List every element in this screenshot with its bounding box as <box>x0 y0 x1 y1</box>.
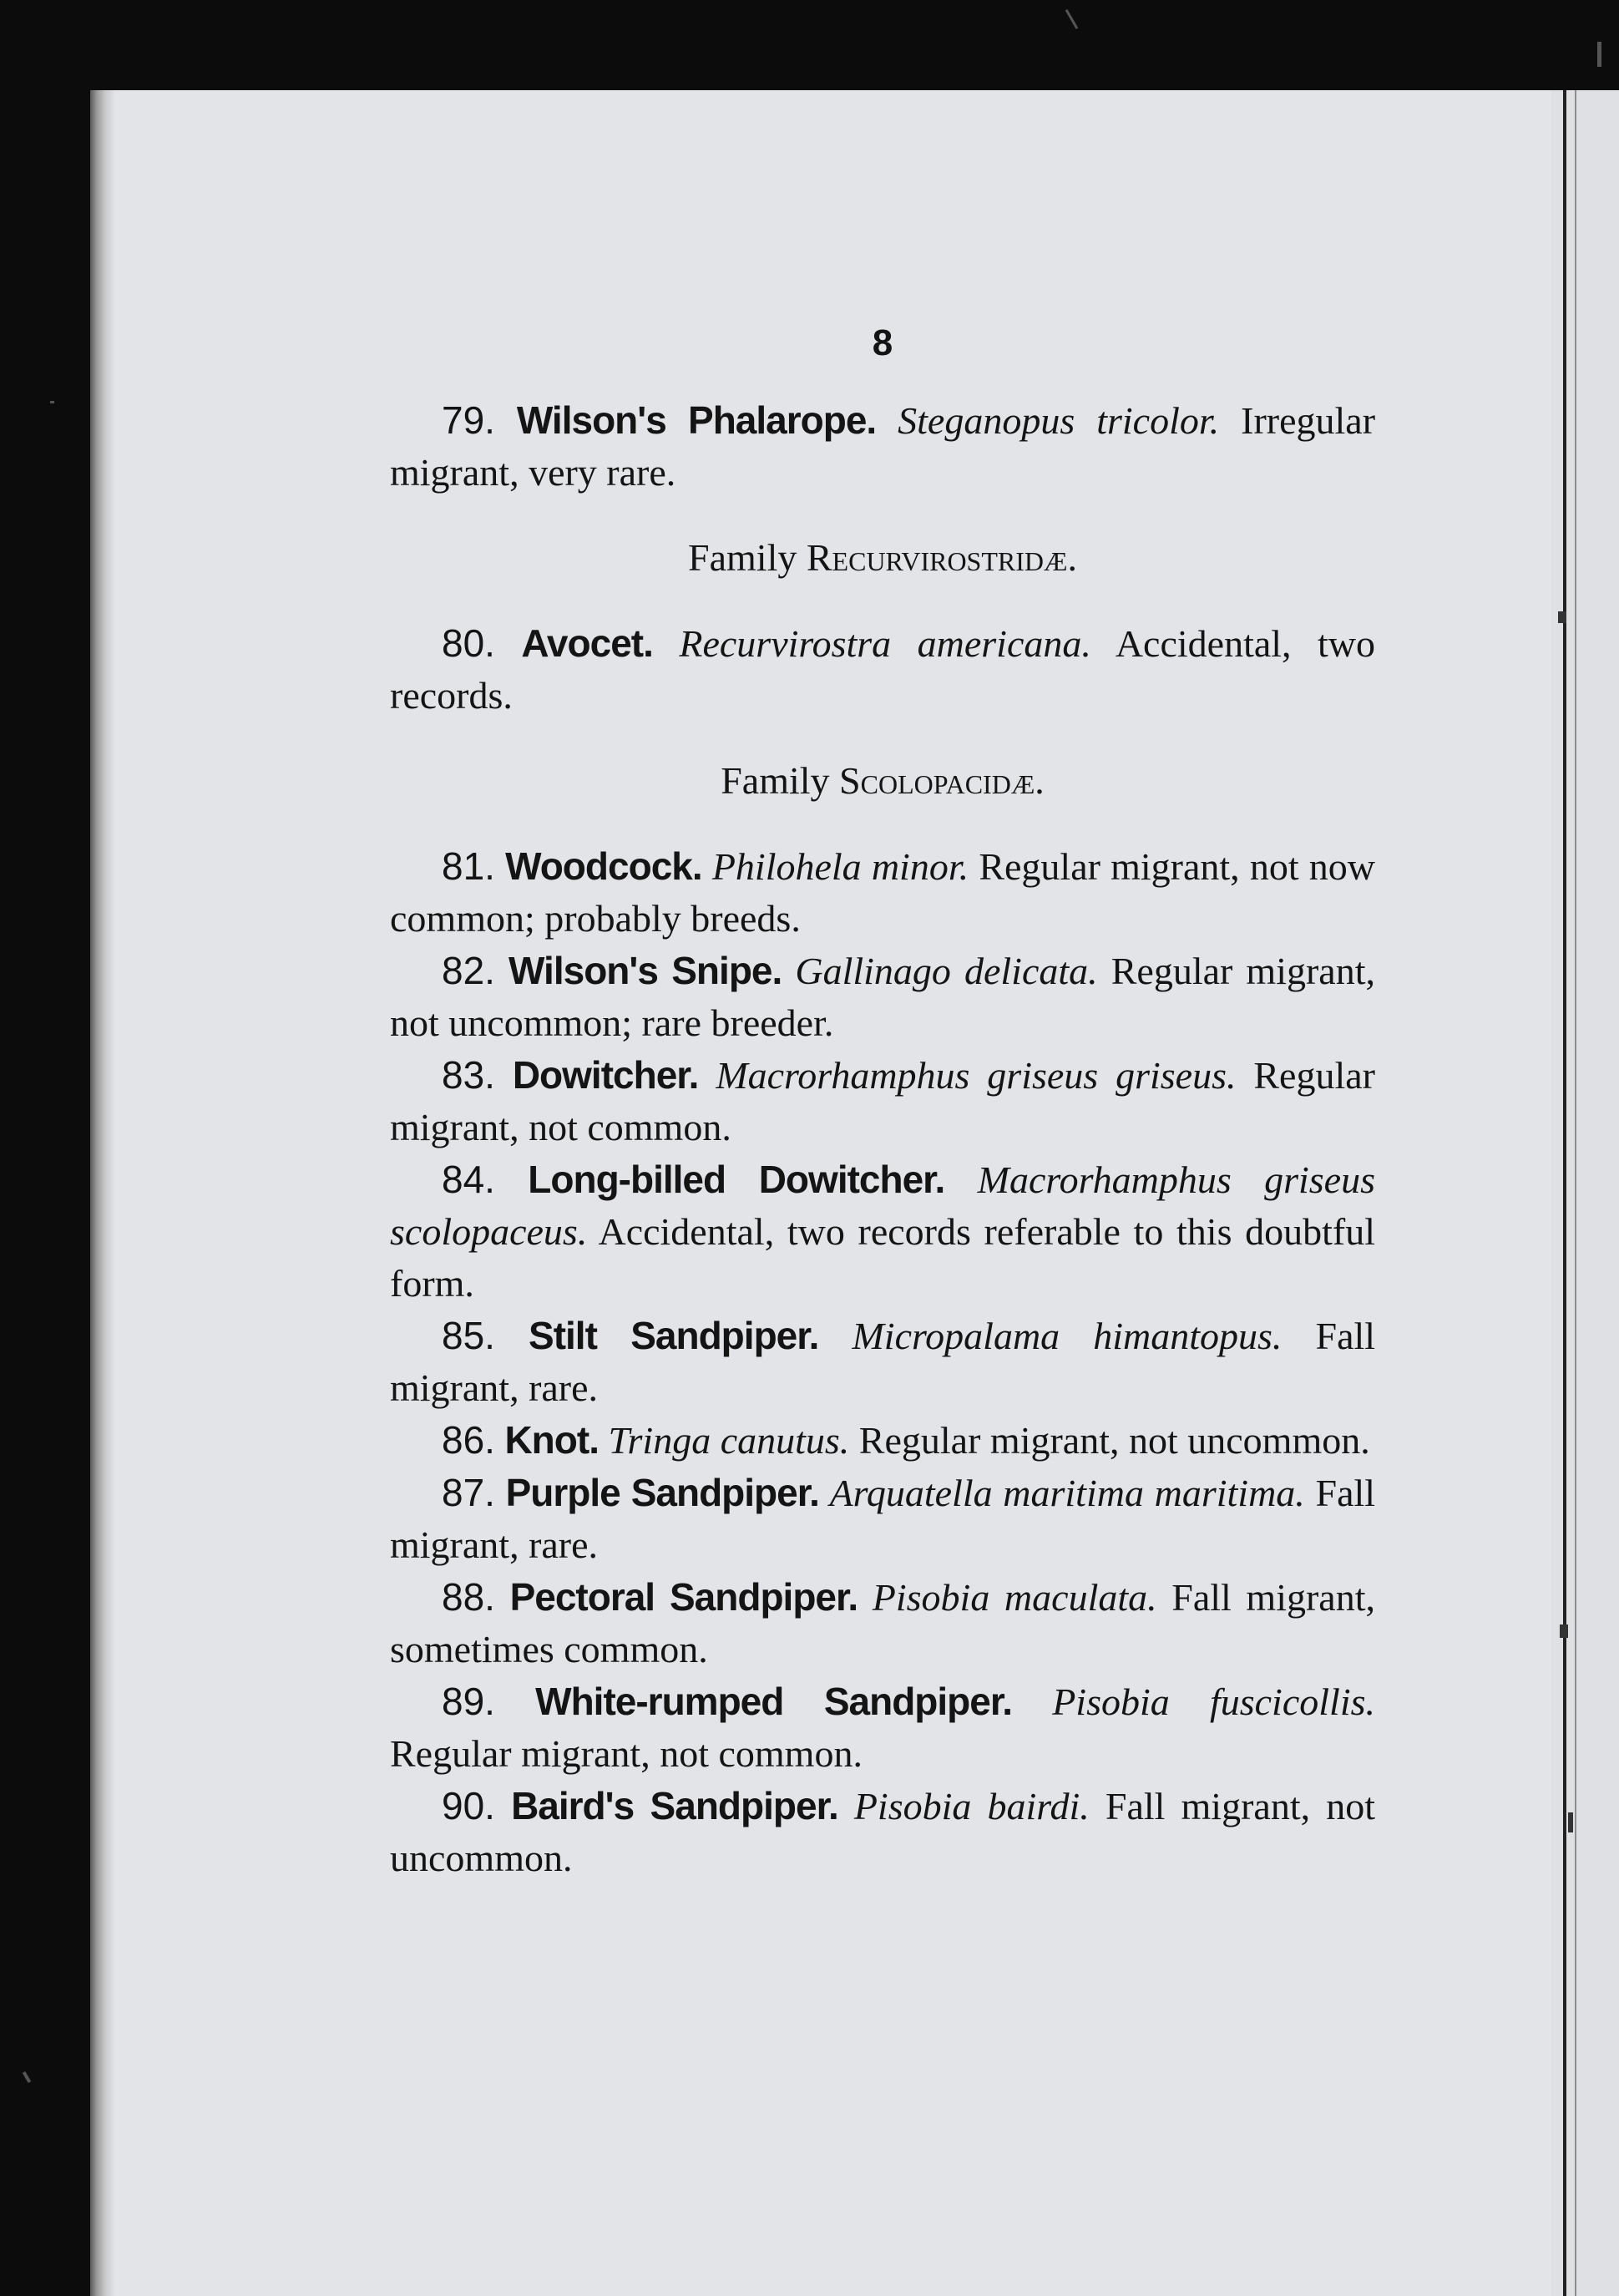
scan-speck <box>1065 9 1079 29</box>
species-entry-90 <box>390 1780 1375 1884</box>
status-note: Regular migrant, not common. <box>390 1732 863 1775</box>
scan-speck <box>1568 1812 1573 1832</box>
status-note: Regular migrant, not now common; probably breeds. <box>390 845 1375 940</box>
status-note: Accidental, two records referable to this doubtful form. <box>390 1210 1376 1305</box>
status-note: Regular migrant, not common. <box>390 1054 1375 1148</box>
scientific-name: Recurvirostra americana. <box>679 622 1091 665</box>
species-entry-86 <box>390 1414 1375 1467</box>
page-binding-edge <box>90 90 115 2296</box>
scan-speck <box>1560 1624 1568 1638</box>
common-name: Dowitcher. <box>512 1053 699 1097</box>
entry-number: 80. <box>442 621 495 665</box>
family-heading-scolopacidae <box>390 755 1375 807</box>
scan-speck <box>1597 42 1601 67</box>
status-note: Irregular migrant, very rare. <box>390 399 1376 494</box>
gutter-line-secondary <box>1575 90 1576 2296</box>
entry-number: 85. <box>442 1314 495 1357</box>
family-name: Scolopacidæ. <box>839 759 1045 802</box>
gutter-line <box>1563 90 1566 2296</box>
status-note: Regular migrant, not uncommon; rare breeder. <box>390 950 1376 1044</box>
species-entry-85 <box>390 1310 1375 1414</box>
scan-speck <box>1558 611 1566 623</box>
entry-number: 79. <box>442 398 495 442</box>
scientific-name: Tringa canutus. <box>608 1419 850 1462</box>
species-entry-82 <box>390 945 1375 1049</box>
entry-number: 90. <box>442 1784 495 1827</box>
status-note: Regular migrant, not uncommon. <box>858 1419 1370 1462</box>
entry-number: 89. <box>442 1680 495 1723</box>
common-name: Pectoral Sandpiper. <box>509 1575 858 1619</box>
scientific-name: Philohela minor. <box>711 845 969 888</box>
entry-number: 84. <box>442 1158 495 1201</box>
species-entry-81 <box>390 840 1375 945</box>
entry-number: 88. <box>442 1575 495 1619</box>
species-entry-89 <box>390 1675 1375 1780</box>
status-note: Accidental, two records. <box>390 622 1376 717</box>
common-name: Baird's Sandpiper. <box>511 1784 838 1827</box>
species-entry-80 <box>390 617 1375 722</box>
family-heading-recurvirostridae <box>390 532 1375 584</box>
common-name: White-rumped Sandpiper. <box>535 1680 1012 1723</box>
common-name: Purple Sandpiper. <box>505 1471 819 1514</box>
family-label: Family <box>721 759 830 802</box>
scientific-name: Macrorhamphus griseus scolopaceus. <box>390 1158 1375 1253</box>
common-name: Stilt Sandpiper. <box>529 1314 819 1357</box>
entry-number: 81. <box>442 844 495 888</box>
species-entry-87 <box>390 1467 1375 1571</box>
species-entry-83 <box>390 1049 1375 1153</box>
scientific-name: Pisobia bairdi. <box>853 1785 1090 1827</box>
scientific-name: Macrorhamphus griseus griseus. <box>716 1054 1237 1097</box>
scientific-name: Arquatella maritima maritima. <box>829 1472 1305 1514</box>
page-number: 8 <box>872 322 893 363</box>
status-note: Fall migrant, not uncommon. <box>390 1785 1375 1879</box>
status-note: Fall migrant, sometimes common. <box>390 1576 1375 1670</box>
facing-page-edge <box>1551 90 1619 2296</box>
entry-number: 86. <box>442 1418 495 1462</box>
common-name: Knot. <box>504 1418 599 1462</box>
species-entry-88 <box>390 1571 1375 1675</box>
common-name: Long-billed Dowitcher. <box>528 1158 945 1201</box>
species-entry-79 <box>390 394 1375 499</box>
family-name: Recurvirostridæ. <box>806 536 1077 579</box>
text-column <box>390 317 1375 1884</box>
scientific-name: Gallinago delicata. <box>795 950 1098 992</box>
scientific-name: Pisobia maculata. <box>872 1576 1157 1619</box>
common-name: Woodcock. <box>505 844 702 888</box>
common-name: Wilson's Snipe. <box>508 949 782 992</box>
entry-number: 83. <box>442 1053 495 1097</box>
scientific-name: Micropalama himantopus. <box>852 1315 1283 1357</box>
scan-speck <box>50 401 54 403</box>
species-entry-84 <box>390 1153 1375 1310</box>
family-label: Family <box>688 536 797 579</box>
common-name: Avocet. <box>521 621 653 665</box>
entry-number: 82. <box>442 949 495 992</box>
entry-number: 87. <box>442 1471 495 1514</box>
scientific-name: Pisobia fuscicollis. <box>1052 1680 1375 1723</box>
status-note: Fall migrant, rare. <box>390 1472 1376 1566</box>
scan-speck <box>23 2071 31 2083</box>
common-name: Wilson's Phalarope. <box>516 398 877 442</box>
scientific-name: Steganopus tricolor. <box>898 399 1220 442</box>
status-note: Fall migrant, rare. <box>390 1315 1376 1409</box>
